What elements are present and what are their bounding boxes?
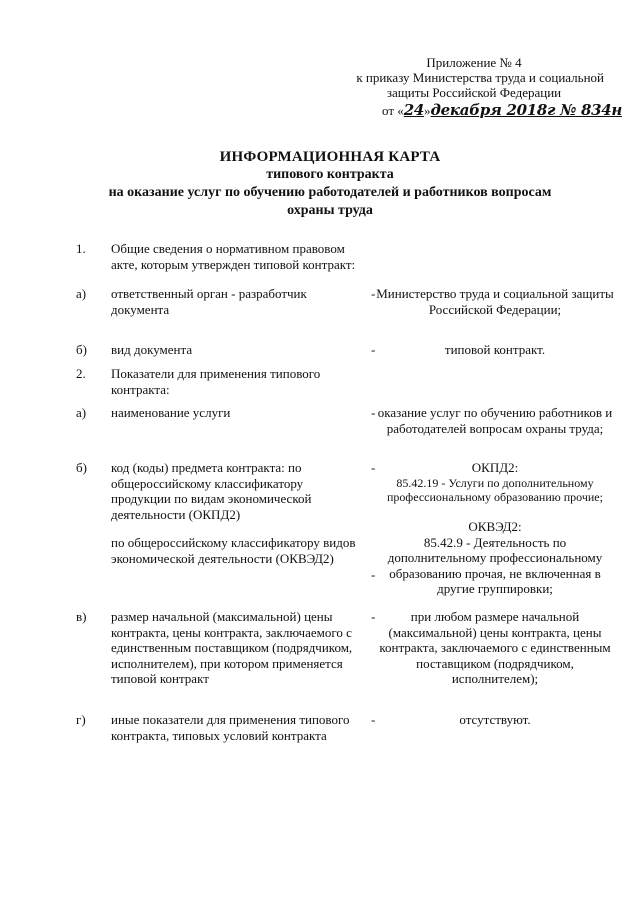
section-number: 2.: [76, 366, 86, 381]
section-number: 1.: [76, 241, 86, 256]
item-letter: б): [76, 342, 87, 357]
okpd-heading: ОКПД2:: [471, 460, 519, 475]
handwritten-date-number: декабря 2018г № 834н: [430, 101, 623, 119]
item-dash: -: [371, 405, 376, 420]
item-value: типовой контракт.: [444, 342, 546, 357]
title-line-3: на оказание услуг по обучению работодателей и работников вопросам: [108, 185, 552, 200]
section-text: Показатели для применения типового контракта:: [111, 366, 321, 397]
okved-value: 85.42.9 - Деятельность по дополнительному профессиональному образованию прочая, не включенная в другие группировки;: [387, 534, 603, 596]
handwritten-day: 24: [403, 101, 425, 119]
item-dash: -: [371, 609, 376, 624]
appendix-number: Приложение № 4: [426, 55, 522, 70]
item-value: оказание услуг по обучению работников и работодателей вопросам охраны труда;: [377, 405, 613, 436]
item-value: Министерство труда и социальной защиты Российской Федерации;: [376, 286, 614, 317]
okved-block: [376, 519, 614, 597]
item-label: ответственный орган - разработчик документа: [111, 286, 307, 317]
item-value: отсутствуют.: [459, 712, 531, 727]
title-line-2: типового контракта: [266, 167, 394, 182]
item-letter: а): [76, 286, 87, 301]
section-text: Общие сведения о нормативном правовом акте, которым утвержден типовой контракт:: [111, 241, 356, 272]
title-line-4: охраны труда: [287, 203, 373, 218]
item-dash: -: [371, 460, 376, 475]
item-label: размер начальной (максимальной) цены контракта, цены контракта, заключаемого с единственным поставщиком (подрядчиком, исполнителем), при котором применяется типовой контракт: [111, 609, 353, 686]
item-letter: а): [76, 405, 87, 420]
date-prefix: от «: [382, 103, 404, 118]
item-label-okpd: код (коды) предмета контракта: по общероссийскому классификатору продукции по видам экономической деятельности (ОКПД2): [111, 460, 312, 522]
ministry-name: защиты Российской Федерации: [386, 85, 562, 100]
okpd-block: [376, 460, 614, 505]
item-dash: -: [371, 286, 376, 301]
title-line-1: ИНФОРМАЦИОННАЯ КАРТА: [219, 149, 441, 165]
order-reference: к приказу Министерства труда и социальной: [356, 70, 604, 85]
item-label: вид документа: [111, 342, 193, 357]
item-dash: -: [371, 567, 376, 582]
date-separator: »: [424, 103, 431, 118]
okpd-value: 85.42.19 - Услуги по дополнительному профессиональному образованию прочие;: [387, 475, 603, 504]
okved-heading: ОКВЭД2:: [468, 519, 522, 534]
item-letter: б): [76, 460, 87, 475]
item-dash: -: [371, 342, 376, 357]
item-value: при любом размере начальной (максимальной) цены контракта, цены контракта, заключаемого с единственным поставщиком (подрядчиком, исполнителем);: [379, 609, 611, 686]
item-letter: г): [76, 712, 86, 727]
order-date-line: [382, 101, 623, 119]
item-letter: в): [76, 609, 87, 624]
item-label: иные показатели для применения типового контракта, типовых условий контракта: [111, 712, 350, 743]
item-label: наименование услуги: [111, 405, 231, 420]
item-label-okved: по общероссийскому классификатору видов экономической деятельности (ОКВЭД2): [111, 535, 356, 566]
item-dash: -: [371, 712, 376, 727]
appendix-block: [344, 55, 604, 100]
document-title: [60, 148, 600, 220]
